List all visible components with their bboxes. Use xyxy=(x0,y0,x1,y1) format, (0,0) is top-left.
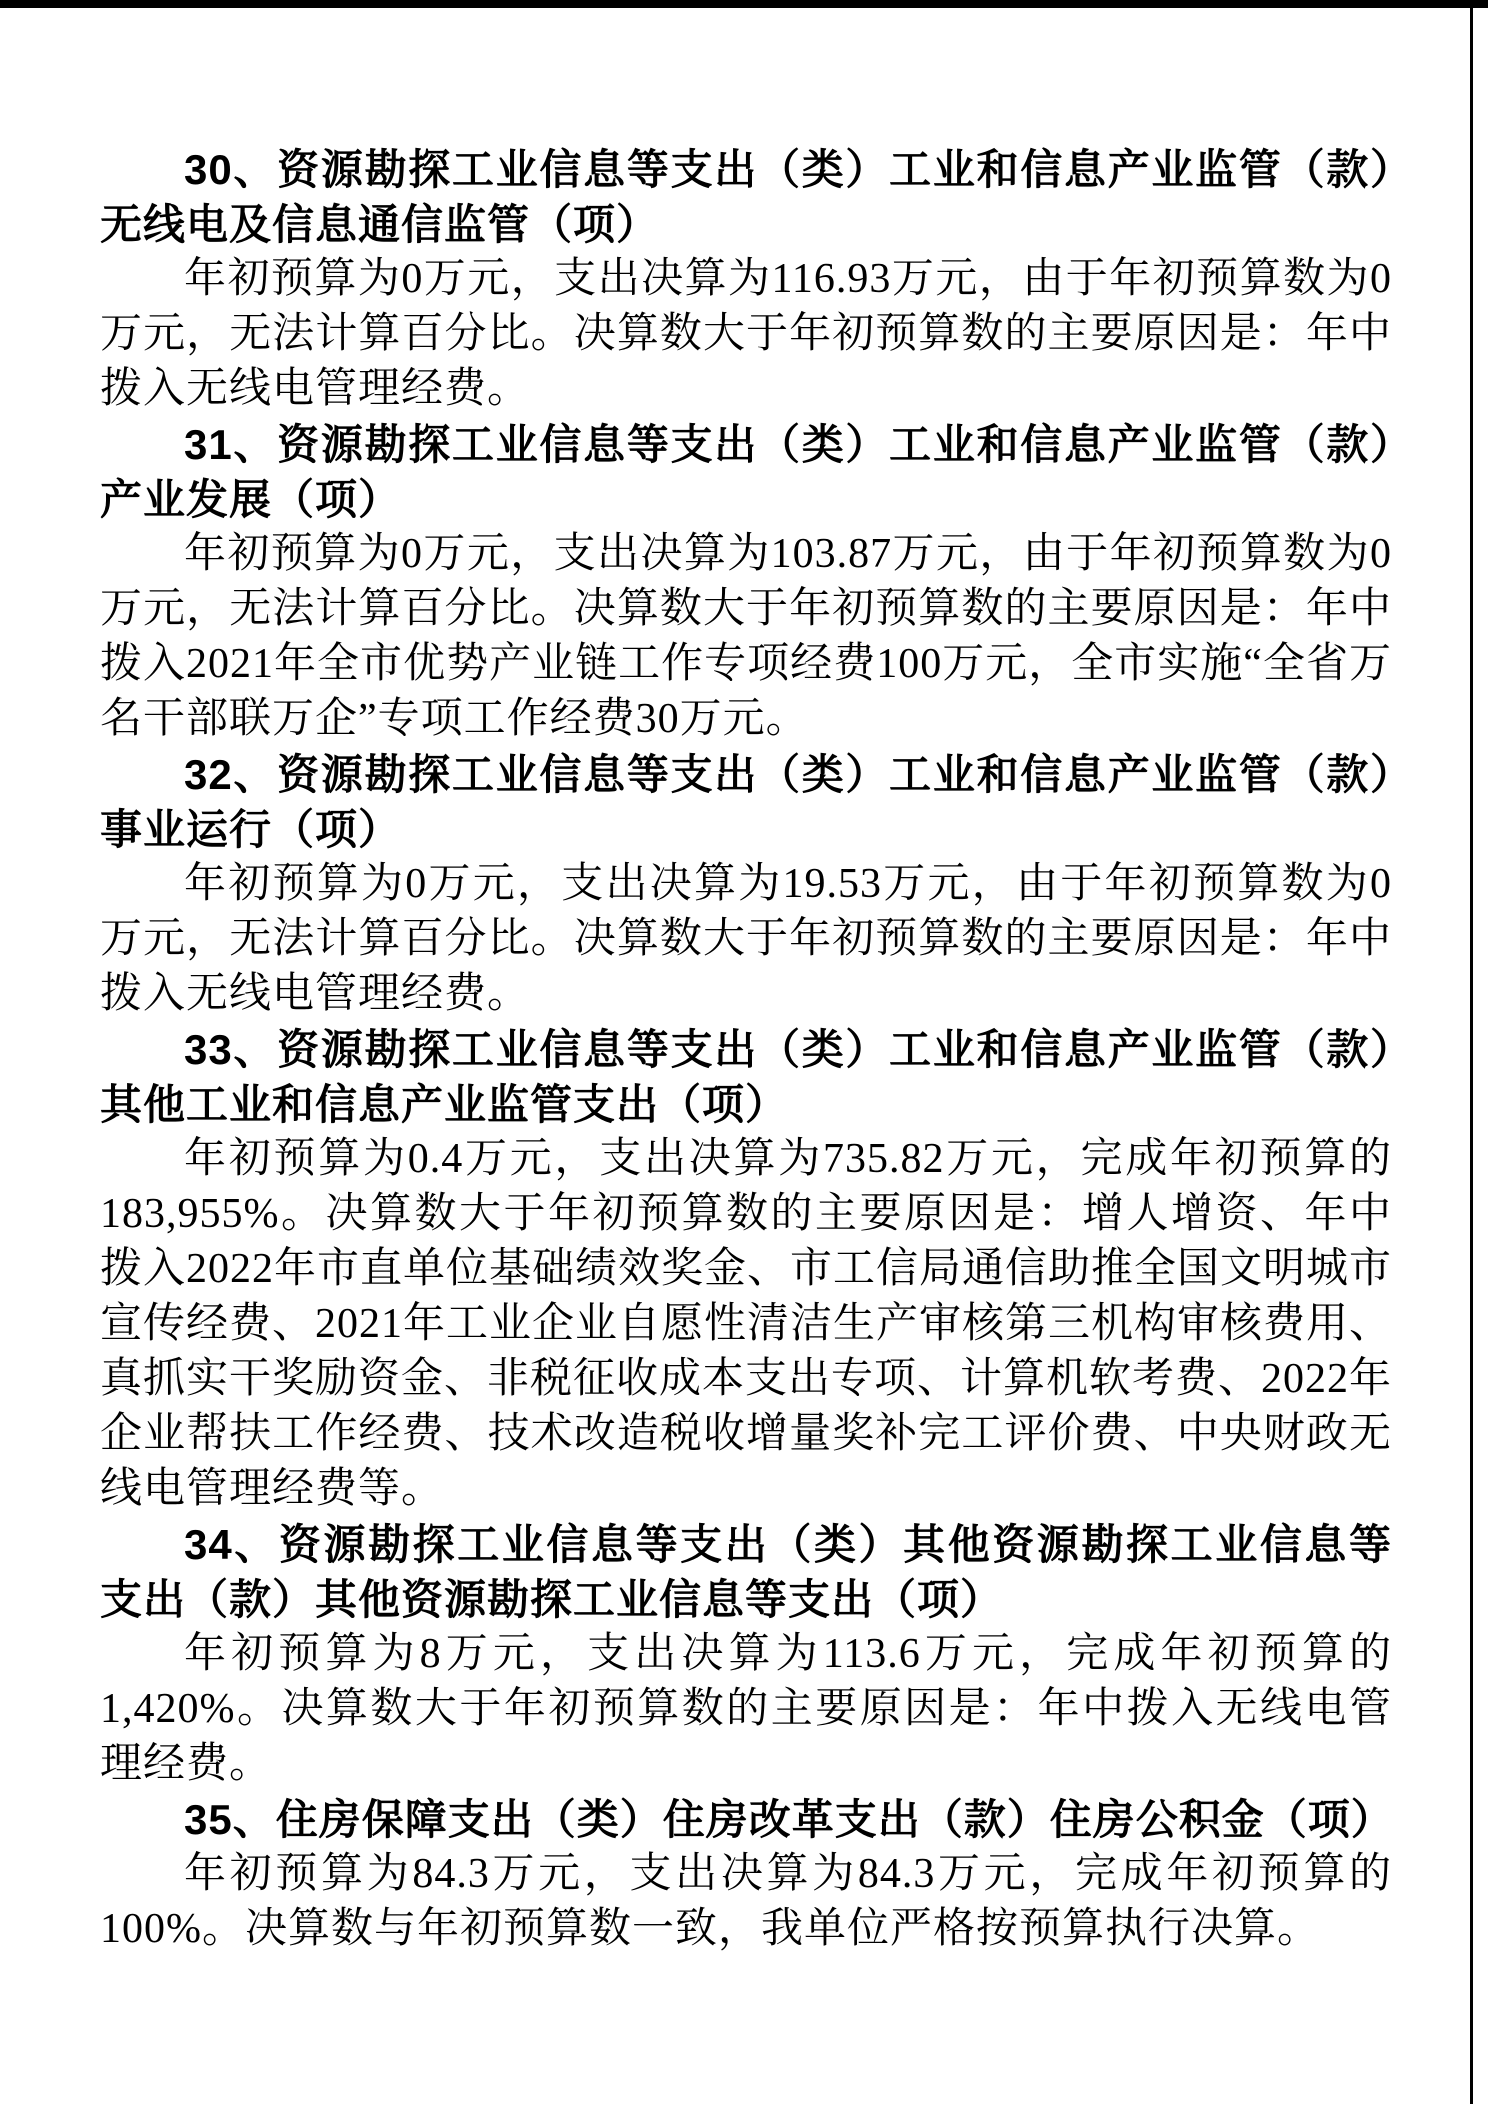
section-body: 年初预算为8万元，支出决算为113.6万元，完成年初预算的1,420%。决算数大于年初预算数的主要原因是：年中拨入无线电管理经费。 xyxy=(100,1631,1392,1787)
section-body: 年初预算为0万元，支出决算为116.93万元，由于年初预算数为0万元，无法计算百分比。决算数大于年初预算数的主要原因是：年中拨入无线电管理经费。 xyxy=(100,256,1392,412)
budget-section-34 xyxy=(100,1517,1392,1792)
document-content xyxy=(100,142,1392,1957)
budget-section-30 xyxy=(100,142,1392,417)
section-heading: 35、住房保障支出（类）住房改革支出（款）住房公积金（项） xyxy=(184,1796,1394,1843)
budget-section-31 xyxy=(100,417,1392,747)
section-heading: 32、资源勘探工业信息等支出（类）工业和信息产业监管（款）事业运行（项） xyxy=(100,751,1392,853)
budget-section-35 xyxy=(100,1792,1392,1957)
section-body: 年初预算为0.4万元，支出决算为735.82万元，完成年初预算的183,955%。决算数大于年初预算数的主要原因是：增人增资、年中拨入2022年市直单位基础绩效奖金、市工信局通信助推全国文明城市宣传经费、2021年工业企业自愿性清洁生产审核第三机构审核费用、真抓实干奖励资金、非税征收成本支出专项、计算机软考费、2022年企业帮扶工作经费、技术改造税收增量奖补完工评价费、中央财政无线电管理经费等。 xyxy=(100,1136,1393,1512)
section-body: 年初预算为84.3万元，支出决算为84.3万元，完成年初预算的100%。决算数与年初预算数一致，我单位严格按预算执行决算。 xyxy=(100,1851,1392,1952)
budget-section-32 xyxy=(100,747,1392,1022)
section-body: 年初预算为0万元，支出决算为103.87万元，由于年初预算数为0万元，无法计算百分比。决算数大于年初预算数的主要原因是：年中拨入2021年全市优势产业链工作专项经费100万元，全市实施“全省万名干部联万企”专项工作经费30万元。 xyxy=(100,531,1392,742)
section-heading: 34、资源勘探工业信息等支出（类）其他资源勘探工业信息等支出（款）其他资源勘探工业信息等支出（项） xyxy=(100,1521,1392,1623)
budget-section-33 xyxy=(100,1022,1392,1517)
section-heading: 30、资源勘探工业信息等支出（类）工业和信息产业监管（款）无线电及信息通信监管（项） xyxy=(100,146,1392,248)
section-heading: 31、资源勘探工业信息等支出（类）工业和信息产业监管（款）产业发展（项） xyxy=(100,421,1392,523)
page-right-border xyxy=(1470,0,1473,2104)
section-heading: 33、资源勘探工业信息等支出（类）工业和信息产业监管（款）其他工业和信息产业监管支出（项） xyxy=(100,1026,1392,1128)
page-top-border xyxy=(0,0,1488,8)
section-body: 年初预算为0万元，支出决算为19.53万元，由于年初预算数为0万元，无法计算百分比。决算数大于年初预算数的主要原因是：年中拨入无线电管理经费。 xyxy=(100,861,1392,1017)
